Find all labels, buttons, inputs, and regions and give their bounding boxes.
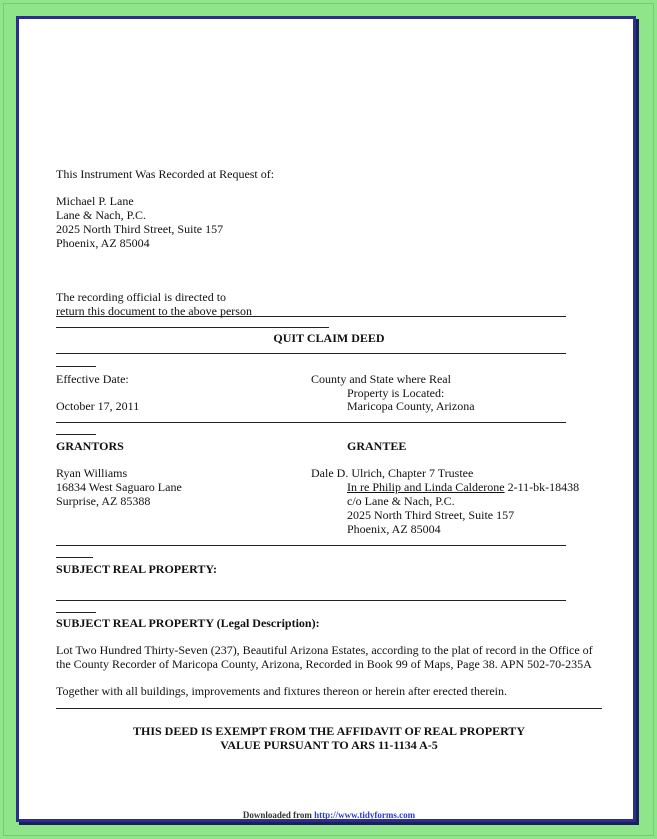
legal-description-line2: the County Recorder of Maricopa County, Arizona, Recorded in Book 99 of Maps, Page 38. APN 502-70-235A xyxy=(56,657,592,671)
grantee-case-number: 2-11-bk-18438 xyxy=(504,480,580,494)
footer-link[interactable]: http://www.tidyforms.com xyxy=(314,810,416,820)
grantor-city: Surprise, AZ 85388 xyxy=(56,494,151,508)
deed-document-page xyxy=(16,16,636,822)
grantee-heading: GRANTEE xyxy=(347,439,407,453)
subject-property-heading: SUBJECT REAL PROPERTY: xyxy=(56,562,217,576)
requester-city: Phoenix, AZ 85004 xyxy=(56,236,150,250)
effective-date-value: October 17, 2011 xyxy=(56,399,140,413)
short-divider xyxy=(56,366,96,367)
county-label-line1: County and State where Real xyxy=(311,372,451,386)
grantee-city: Phoenix, AZ 85004 xyxy=(347,522,441,536)
exempt-notice-line2: VALUE PURSUANT TO ARS 11-1134 A-5 xyxy=(220,738,438,752)
divider xyxy=(56,316,566,317)
recorded-request-heading: This Instrument Was Recorded at Request of: xyxy=(56,167,275,181)
grantor-street: 16834 West Saguaro Lane xyxy=(56,480,182,494)
exempt-notice-line1: THIS DEED IS EXEMPT FROM THE AFFIDAVIT OF REAL PROPERTY xyxy=(133,724,525,738)
divider xyxy=(56,708,602,709)
grantee-care-of: c/o Lane & Nach, P.C. xyxy=(347,494,455,508)
divider xyxy=(56,422,566,423)
grantee-street: 2025 North Third Street, Suite 157 xyxy=(347,508,515,522)
effective-date-label: Effective Date: xyxy=(56,372,129,386)
short-divider xyxy=(56,434,96,435)
requester-street: 2025 North Third Street, Suite 157 xyxy=(56,222,224,236)
recording-official-line1: The recording official is directed to xyxy=(56,290,227,304)
grantee-case-name: In re Philip and Linda Calderone xyxy=(347,480,505,494)
divider xyxy=(56,600,566,601)
grantors-heading: GRANTORS xyxy=(56,439,124,453)
legal-description-line1: Lot Two Hundred Thirty-Seven (237), Beautiful Arizona Estates, according to the plat of record in the Office of xyxy=(56,643,593,657)
short-divider xyxy=(56,557,93,558)
short-divider xyxy=(56,612,96,613)
requester-name: Michael P. Lane xyxy=(56,194,134,208)
together-clause: Together with all buildings, improvements and fixtures thereon or herein after erected therein. xyxy=(56,684,508,698)
divider xyxy=(56,353,566,354)
divider xyxy=(56,545,566,546)
deed-title: QUIT CLAIM DEED xyxy=(273,331,385,345)
county-value: Maricopa County, Arizona xyxy=(347,399,475,413)
download-footer xyxy=(56,808,602,822)
grantee-name: Dale D. Ulrich, Chapter 7 Trustee xyxy=(311,466,474,480)
grantee-case xyxy=(347,480,579,494)
requester-firm: Lane & Nach, P.C. xyxy=(56,208,146,222)
footer-label: Downloaded from xyxy=(242,810,315,820)
divider xyxy=(56,327,329,328)
grantor-name: Ryan Williams xyxy=(56,466,128,480)
county-label-line2: Property is Located: xyxy=(347,386,445,400)
recording-official-line2: return this document to the above person xyxy=(56,304,252,318)
legal-description-heading: SUBJECT REAL PROPERTY (Legal Description): xyxy=(56,616,320,630)
